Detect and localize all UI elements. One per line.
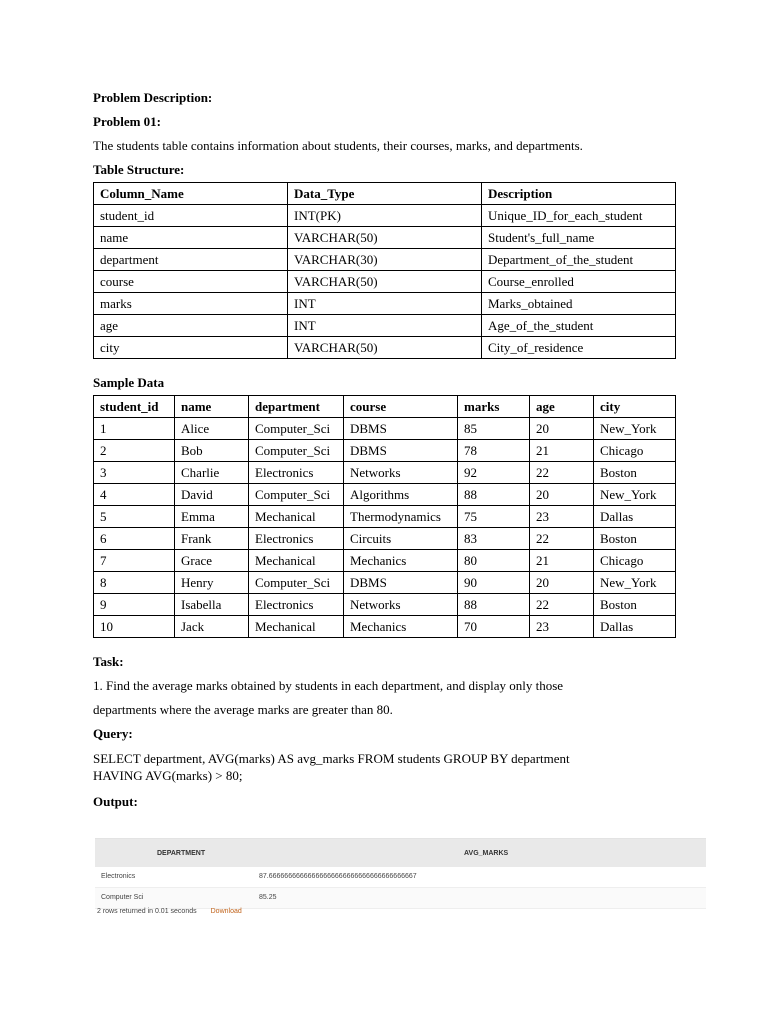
result-header-row	[95, 839, 706, 867]
table-cell: Circuits	[344, 528, 458, 550]
table-row	[94, 506, 676, 528]
table-cell: 2	[94, 440, 175, 462]
table-cell: Student's_full_name	[482, 227, 676, 249]
table-cell: New_York	[594, 484, 676, 506]
table-cell: VARCHAR(30)	[288, 249, 482, 271]
table-cell: City_of_residence	[482, 337, 676, 359]
table-cell: Marks_obtained	[482, 293, 676, 315]
table-row	[94, 315, 676, 337]
table-cell: 6	[94, 528, 175, 550]
result-footer	[97, 908, 242, 915]
table-cell: course	[94, 271, 288, 293]
table-row	[94, 550, 676, 572]
download-link[interactable]: Download	[210, 908, 242, 915]
result-cell: Electronics	[101, 873, 136, 880]
table-cell: Thermodynamics	[344, 506, 458, 528]
table-cell: VARCHAR(50)	[288, 271, 482, 293]
table-cell: Isabella	[175, 594, 249, 616]
table-cell: Electronics	[249, 594, 344, 616]
table-cell: 22	[530, 528, 594, 550]
table-cell: Computer_Sci	[249, 440, 344, 462]
table-cell: Computer_Sci	[249, 572, 344, 594]
document-page	[93, 86, 676, 814]
table-header-row	[94, 183, 676, 205]
table-cell: Bob	[175, 440, 249, 462]
table-row	[94, 484, 676, 506]
column-header: marks	[458, 396, 530, 418]
table-cell: name	[94, 227, 288, 249]
table-row	[94, 594, 676, 616]
table-cell: 20	[530, 484, 594, 506]
table-cell: INT(PK)	[288, 205, 482, 227]
intro-text: The students table contains information about students, their courses, marks, and departments.	[93, 138, 583, 153]
result-column-header: AVG_MARKS	[464, 850, 509, 857]
table-cell: DBMS	[344, 440, 458, 462]
problem-number-heading: Problem 01:	[93, 114, 161, 129]
table-cell: Dallas	[594, 506, 676, 528]
table-cell: 88	[458, 594, 530, 616]
query-heading: Query:	[93, 726, 133, 741]
table-cell: Algorithms	[344, 484, 458, 506]
column-header: city	[594, 396, 676, 418]
table-header-row	[94, 396, 676, 418]
table-cell: Alice	[175, 418, 249, 440]
table-cell: 85	[458, 418, 530, 440]
sql-query-line: SELECT department, AVG(marks) AS avg_marks FROM students GROUP BY department	[93, 751, 570, 766]
table-row	[94, 462, 676, 484]
table-cell: 21	[530, 550, 594, 572]
table-cell: Jack	[175, 616, 249, 638]
table-cell: 21	[530, 440, 594, 462]
column-header: Data_Type	[288, 183, 482, 205]
spacer	[93, 638, 676, 650]
output-heading: Output:	[93, 794, 138, 809]
table-cell: city	[94, 337, 288, 359]
table-cell: INT	[288, 315, 482, 337]
table-cell: Charlie	[175, 462, 249, 484]
table-cell: 70	[458, 616, 530, 638]
table-cell: DBMS	[344, 572, 458, 594]
table-cell: Dallas	[594, 616, 676, 638]
table-row	[94, 572, 676, 594]
table-row	[94, 227, 676, 249]
column-header: Description	[482, 183, 676, 205]
table-cell: New_York	[594, 572, 676, 594]
table-cell: 88	[458, 484, 530, 506]
table-cell: Mechanical	[249, 550, 344, 572]
column-header: Column_Name	[94, 183, 288, 205]
table-cell: Computer_Sci	[249, 418, 344, 440]
table-cell: 22	[530, 462, 594, 484]
sql-query-line: HAVING AVG(marks) > 80;	[93, 768, 243, 783]
result-cell: 85.25	[259, 894, 277, 901]
query-output-screenshot	[95, 838, 706, 918]
table-row	[94, 337, 676, 359]
table-cell: 1	[94, 418, 175, 440]
table-cell: 4	[94, 484, 175, 506]
table-cell: 10	[94, 616, 175, 638]
spacer	[93, 359, 676, 371]
table-cell: Chicago	[594, 440, 676, 462]
table-cell: Henry	[175, 572, 249, 594]
table-cell: student_id	[94, 205, 288, 227]
table-row	[94, 271, 676, 293]
result-row	[95, 867, 706, 888]
table-row	[94, 528, 676, 550]
task-text-line: 1. Find the average marks obtained by students in each department, and display only those	[93, 678, 564, 693]
table-cell: Grace	[175, 550, 249, 572]
structure-table	[93, 182, 676, 359]
table-cell: Boston	[594, 528, 676, 550]
table-cell: 23	[530, 616, 594, 638]
column-header: course	[344, 396, 458, 418]
table-cell: VARCHAR(50)	[288, 337, 482, 359]
table-cell: Electronics	[249, 528, 344, 550]
table-row	[94, 293, 676, 315]
table-cell: DBMS	[344, 418, 458, 440]
task-text-line: departments where the average marks are greater than 80.	[93, 702, 393, 717]
table-cell: INT	[288, 293, 482, 315]
column-header: department	[249, 396, 344, 418]
table-row	[94, 418, 676, 440]
column-header: student_id	[94, 396, 175, 418]
table-cell: Mechanical	[249, 506, 344, 528]
table-cell: 7	[94, 550, 175, 572]
table-cell: Computer_Sci	[249, 484, 344, 506]
table-cell: Networks	[344, 594, 458, 616]
sql-query	[93, 750, 676, 784]
table-cell: VARCHAR(50)	[288, 227, 482, 249]
table-cell: New_York	[594, 418, 676, 440]
table-cell: Frank	[175, 528, 249, 550]
table-cell: 23	[530, 506, 594, 528]
rows-returned-text: 2 rows returned in 0.01 seconds	[97, 908, 197, 915]
table-row	[94, 440, 676, 462]
result-cell: 87.66666666666666666666666666666666666667	[259, 873, 417, 880]
sample-data-heading: Sample Data	[93, 375, 165, 390]
table-cell: 20	[530, 572, 594, 594]
table-cell: Electronics	[249, 462, 344, 484]
table-cell: Emma	[175, 506, 249, 528]
table-cell: Unique_ID_for_each_student	[482, 205, 676, 227]
result-cell: Computer Sci	[101, 894, 144, 901]
table-cell: David	[175, 484, 249, 506]
table-cell: 83	[458, 528, 530, 550]
table-cell: age	[94, 315, 288, 337]
table-cell: Networks	[344, 462, 458, 484]
table-cell: 80	[458, 550, 530, 572]
table-cell: 3	[94, 462, 175, 484]
table-structure-heading: Table Structure:	[93, 162, 185, 177]
table-cell: Age_of_the_student	[482, 315, 676, 337]
table-cell: 8	[94, 572, 175, 594]
table-cell: 9	[94, 594, 175, 616]
sample-data-table	[93, 395, 676, 638]
table-cell: Mechanical	[249, 616, 344, 638]
table-cell: Department_of_the_student	[482, 249, 676, 271]
table-row	[94, 616, 676, 638]
table-cell: Boston	[594, 462, 676, 484]
task-heading: Task:	[93, 654, 124, 669]
table-cell: 78	[458, 440, 530, 462]
problem-description-heading: Problem Description:	[93, 90, 213, 105]
table-cell: 20	[530, 418, 594, 440]
table-cell: 92	[458, 462, 530, 484]
result-column-header: DEPARTMENT	[157, 850, 206, 857]
table-row	[94, 249, 676, 271]
table-cell: Chicago	[594, 550, 676, 572]
table-row	[94, 205, 676, 227]
table-cell: 22	[530, 594, 594, 616]
table-cell: department	[94, 249, 288, 271]
column-header: name	[175, 396, 249, 418]
table-cell: 5	[94, 506, 175, 528]
table-cell: Boston	[594, 594, 676, 616]
table-cell: Course_enrolled	[482, 271, 676, 293]
result-row	[95, 888, 706, 909]
table-cell: 75	[458, 506, 530, 528]
table-cell: marks	[94, 293, 288, 315]
table-cell: Mechanics	[344, 550, 458, 572]
table-cell: 90	[458, 572, 530, 594]
table-cell: Mechanics	[344, 616, 458, 638]
column-header: age	[530, 396, 594, 418]
